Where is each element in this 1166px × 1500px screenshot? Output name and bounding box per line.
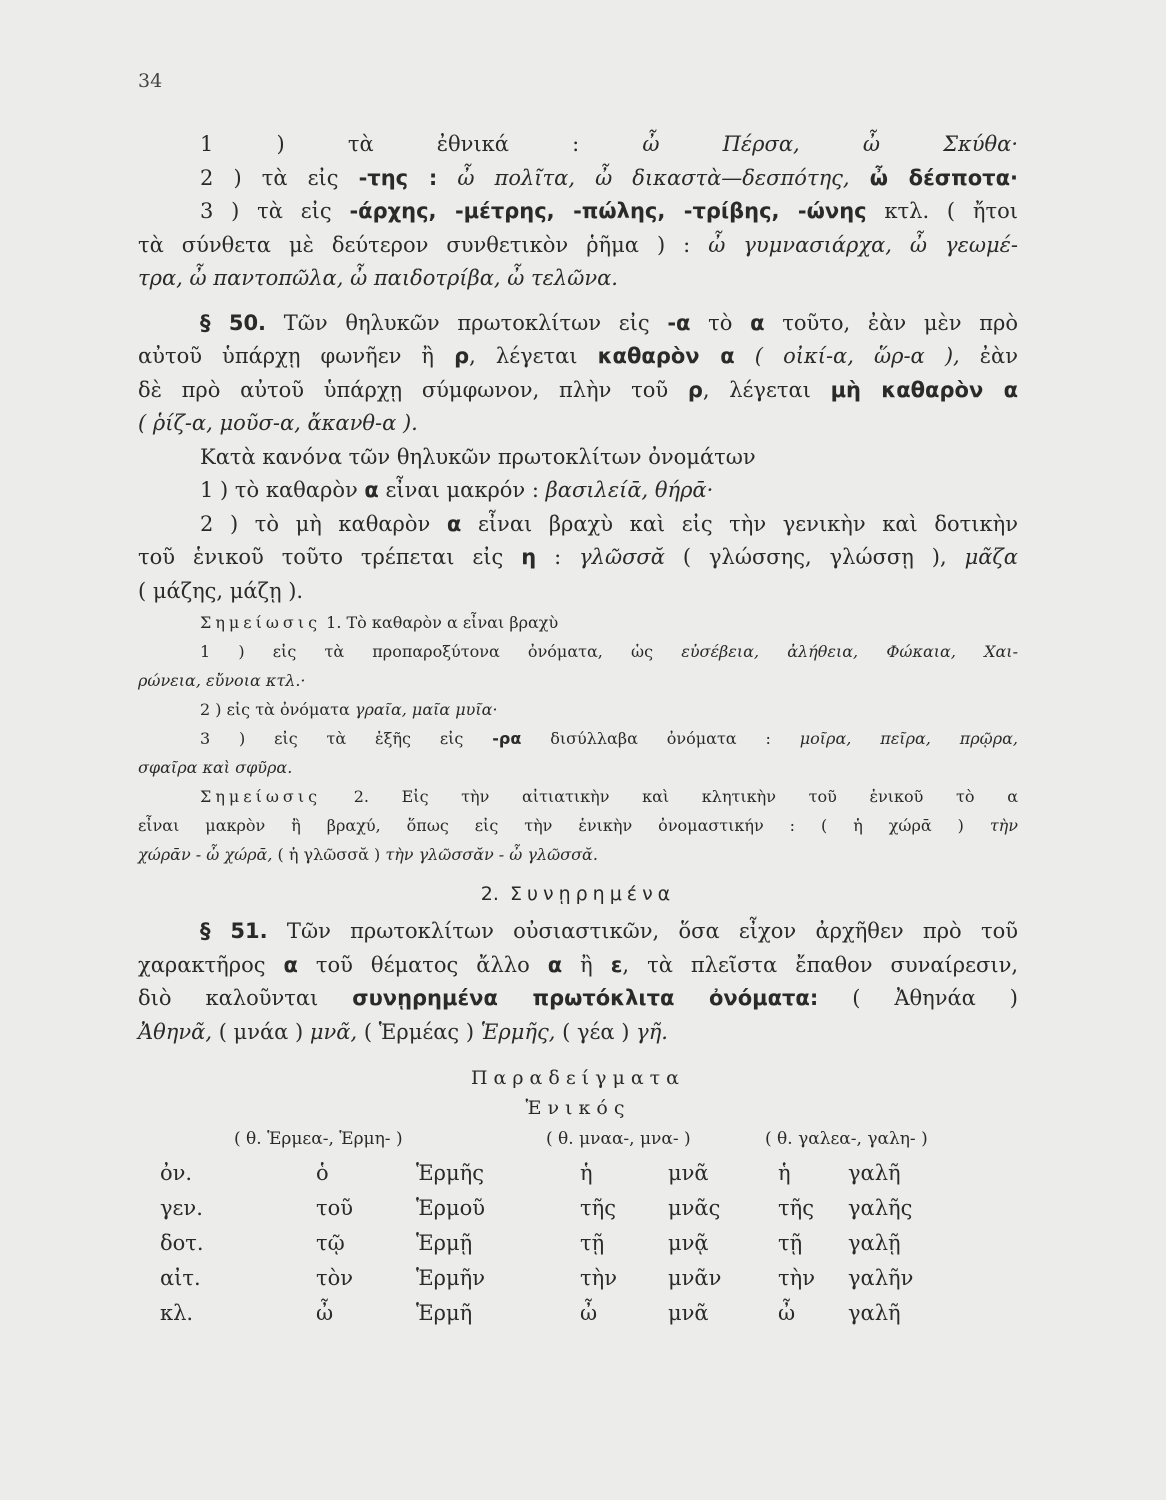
text: : <box>536 545 580 569</box>
rule-3-end <box>138 262 1018 296</box>
form: γαλῆ <box>848 1161 901 1185</box>
form: Ἑρμῆς <box>416 1161 485 1185</box>
form: μνᾷ <box>668 1231 709 1255</box>
article: τῇ <box>778 1231 803 1255</box>
section-number: § 50. <box>200 310 267 335</box>
text: Τῶν πρωτοκλίτων οὐσιαστικῶν, ὅσα εἶχον ἀρχῆθεν πρὸ τοῦ <box>267 919 1019 943</box>
text: , τὰ πλεῖστα ἔπαθον συναίρεσιν, <box>622 952 1019 977</box>
section-50-line-7 <box>138 508 1018 542</box>
note-1-line-4 <box>138 724 1018 753</box>
text: 1 ) τὰ ἐθνικά : <box>200 132 643 156</box>
stem-hermes: ( θ. Ἑρμεα-, Ἑρμη- ) <box>234 1129 403 1149</box>
article: ὦ <box>580 1301 598 1325</box>
paradigm-subtitle: Ἑνικός <box>525 1097 631 1119</box>
text: εἶναι βραχὺ καὶ εἰς τὴν γενικὴν καὶ δοτικὴν <box>461 511 1018 536</box>
section-50-line-3 <box>138 374 1018 408</box>
text: τὸ <box>690 310 751 335</box>
letter: ε <box>610 952 623 977</box>
article: ἡ <box>778 1161 791 1185</box>
page-body <box>138 128 1018 1339</box>
text: τὰ σύνθετα μὲ δεύτερον συνθετικὸν ῥῆμα ) : <box>138 232 709 257</box>
example: χώρᾱν - ὦ χώρᾱ, <box>138 845 273 864</box>
rule-2 <box>138 162 1018 196</box>
section-50-line-9 <box>138 575 1018 609</box>
text: ἐὰν <box>979 344 1018 368</box>
article: τῆς <box>580 1196 616 1220</box>
term: συνῃρημένα πρωτόκλιτα ὀνόματα: <box>352 986 819 1010</box>
notes-block <box>138 608 1018 869</box>
section-51-line-3 <box>138 982 1018 1016</box>
example: μνᾶ, <box>309 1019 358 1044</box>
article: τὴν <box>778 1266 815 1290</box>
example: βασιλείᾱ, θήρᾱ· <box>545 478 714 502</box>
text: ( Ἀθηνάα ) <box>818 986 1018 1010</box>
note-1-line-5 <box>138 753 1018 782</box>
text: τοῦ ἑνικοῦ τοῦτο τρέπεται εἰς <box>138 545 522 569</box>
article: ἡ <box>580 1161 593 1185</box>
article: τῆς <box>778 1196 814 1220</box>
text: 3 ) εἰς τὰ ἑξῆς εἰς <box>200 729 493 748</box>
text: 2 ) εἰς τὰ ὀνόματα <box>200 700 355 719</box>
example: Ἑρμῆς, <box>480 1019 556 1044</box>
suffix: -ρα <box>492 729 522 748</box>
section-50-line-8 <box>138 541 1018 575</box>
article: ὁ <box>316 1161 329 1185</box>
form: γαλῇ <box>848 1231 901 1255</box>
letter: η <box>521 545 537 569</box>
suffixes: -άρχης, -μέτρης, -πώλης, -τρίβης, -ώνης <box>349 199 867 223</box>
note-1-line-3 <box>138 695 1018 724</box>
text: τοῦ θέματος ἄλλο <box>297 952 548 977</box>
text: αὐτοῦ ὑπάρχῃ φωνῆεν ἢ <box>138 344 455 368</box>
example: Ἀθηνᾶ, <box>138 1019 213 1044</box>
case-label: κλ. <box>160 1301 194 1325</box>
text: 2 ) τὰ εἰς <box>200 165 359 190</box>
case-label: γεν. <box>160 1196 203 1220</box>
text: , λέγεται <box>702 377 831 402</box>
letter: α <box>547 952 563 977</box>
article: τῇ <box>580 1231 605 1255</box>
text: 2. Εἰς τὴν αἰτιατικὴν καὶ κλητικὴν τοῦ ἑνικοῦ τὸ α <box>321 787 1018 806</box>
letter: α <box>446 511 462 536</box>
article: τῷ <box>316 1231 345 1255</box>
form: μνᾶν <box>668 1266 722 1290</box>
text: ( μάζης, μάζῃ ). <box>138 578 304 603</box>
text: Τῶν θηλυκῶν πρωτοκλίτων εἰς <box>266 310 668 335</box>
term: καθαρὸν α <box>597 344 735 368</box>
section-51-line-4 <box>138 1016 1018 1050</box>
form: μνᾶ <box>668 1301 709 1325</box>
text: 3 ) τὰ εἰς <box>200 199 350 223</box>
example: μοῖρα, πεῖρα, πρῷρα, <box>799 729 1018 748</box>
stem-gale: ( θ. γαλεα-, γαλη- ) <box>765 1129 928 1149</box>
article: ὦ <box>778 1301 796 1325</box>
letter: α <box>750 310 765 335</box>
text: Κατὰ κανόνα τῶν θηλυκῶν πρωτοκλίτων ὀνομάτων <box>200 444 756 469</box>
section-50-line-2 <box>138 340 1018 374</box>
letter: ρ <box>687 377 703 402</box>
case-label: αἰτ. <box>160 1266 201 1290</box>
example: ὦ Πέρσα, ὦ Σκύθα· <box>642 132 1018 156</box>
rule-3-cont <box>138 229 1018 263</box>
note-2-line-2 <box>138 840 1018 869</box>
page-number: 34 <box>138 70 163 92</box>
form: γαλῆ <box>848 1301 901 1325</box>
article: τὴν <box>580 1266 617 1290</box>
example: σφαῖρα καὶ σφῦρα. <box>138 758 293 777</box>
example: ( οἰκί-α, ὥρ-α ), <box>734 344 980 368</box>
text: ( Ἑρμέας ) <box>357 1019 481 1044</box>
text: ( μνάα ) <box>212 1019 310 1044</box>
text: 1 ) εἰς τὰ προπαροξύτονα ὀνόματα, ὡς <box>200 642 682 661</box>
example: ὦ γυμνασιάρχα, ὦ γεωμέ- <box>708 232 1018 257</box>
example: ρώνεια, εὔνοια κτλ.· <box>138 671 306 690</box>
note-1-title <box>138 608 1018 637</box>
case-label: δοτ. <box>160 1231 204 1255</box>
rule-1 <box>138 128 1018 162</box>
section-number: § 51. <box>200 919 268 943</box>
section-50-line-5 <box>138 441 1018 475</box>
text: εἶναι μακρόν : <box>378 478 546 502</box>
example: ( ῥίζ-α, μοῦσ-α, ἄκανθ-α ). <box>138 411 418 435</box>
form: Ἑρμῆν <box>416 1266 486 1290</box>
note-1-line-1 <box>138 637 1018 666</box>
example: τὴν <box>989 816 1018 835</box>
text: εἶναι μακρὸν ἢ βραχύ, ὅπως εἰς τὴν ἑνικὴν ὀνομαστικήν : ( ἡ χώρᾱ ) <box>138 816 990 835</box>
example: μᾶζα <box>964 545 1018 569</box>
text: δισύλλαβα ὀνόματα : <box>521 729 800 748</box>
example: τρα, ὦ παντοπῶλα, ὦ παιδοτρίβα, ὦ τελῶνα. <box>138 266 618 290</box>
example: τὴν γλῶσσᾰν - ὦ γλῶσσᾰ. <box>385 845 598 864</box>
text: ( γλώσσης, γλώσσῃ ), <box>664 545 965 569</box>
example-bold: ὦ δέσποτα· <box>869 165 1018 190</box>
text: χαρακτῆρος <box>138 952 284 977</box>
section-heading <box>138 879 1018 909</box>
form: γαλῆν <box>848 1266 914 1290</box>
section-51-line-1 <box>138 915 1018 949</box>
heading-number: 2. <box>480 883 499 905</box>
article: ὦ <box>316 1301 334 1325</box>
text: ( ἡ γλῶσσᾰ ) <box>272 845 386 864</box>
example: γραῖα, μαῖα μυῖα· <box>354 700 498 719</box>
text: 2 ) τὸ μὴ καθαρὸν <box>200 511 447 536</box>
article: τοῦ <box>316 1196 354 1220</box>
suffix: -α <box>667 310 691 335</box>
form: Ἑρμῆ <box>416 1301 473 1325</box>
note-label: Σημείωσις <box>200 613 322 632</box>
term: μὴ καθαρὸν α <box>830 377 1019 402</box>
form: γαλῆς <box>848 1196 913 1220</box>
text: , λέγεται <box>469 344 598 368</box>
section-51-line-2 <box>138 949 1018 983</box>
text: τοῦτο, ἐὰν μὲν πρὸ <box>764 310 1019 335</box>
text: κτλ. ( ἤτοι <box>866 199 1019 223</box>
form: μνᾶς <box>668 1196 721 1220</box>
letter: ρ <box>454 344 470 368</box>
note-2-title <box>138 782 1018 811</box>
example: γῆ. <box>636 1019 668 1044</box>
note-label: Σημείωσις <box>200 787 322 806</box>
text: ( γέα ) <box>555 1019 637 1044</box>
text: ἢ <box>562 952 611 977</box>
note-1-line-2 <box>138 666 1018 695</box>
section-50-line-1 <box>138 307 1018 341</box>
article: τὸν <box>316 1266 354 1290</box>
section-50-line-4 <box>138 407 1018 441</box>
text: διὸ καλοῦνται <box>138 986 353 1010</box>
suffix: -της : <box>358 165 438 190</box>
form: Ἑρμοῦ <box>416 1196 486 1220</box>
text: 1. Τὸ καθαρὸν α εἶναι βραχὺ <box>321 613 559 632</box>
paradigm-table <box>138 1129 1018 1339</box>
form: Ἑρμῇ <box>416 1231 473 1255</box>
example: γλῶσσᾰ <box>579 545 665 569</box>
stem-mna: ( θ. μναα-, μνα- ) <box>546 1129 691 1149</box>
case-label: ὀν. <box>160 1161 193 1185</box>
letter: α <box>364 478 379 502</box>
rule-3 <box>138 195 1018 229</box>
text: δὲ πρὸ αὐτοῦ ὑπάρχῃ σύμφωνον, πλὴν τοῦ <box>138 377 688 402</box>
text: 1 ) τὸ καθαρὸν <box>200 478 365 502</box>
example: εὐσέβεια, ἀλήθεια, Φώκαια, Χαι- <box>681 642 1018 661</box>
heading-title: Συνῃρημένα <box>509 883 676 905</box>
note-2-line-1 <box>138 811 1018 840</box>
form: μνᾶ <box>668 1161 709 1185</box>
example: ὦ πολῖτα, ὦ δικαστὰ—δεσπότης, <box>437 165 870 190</box>
section-50-line-6 <box>138 474 1018 508</box>
paradigm-title: Παραδείγματα <box>470 1067 685 1089</box>
letter: α <box>283 952 298 977</box>
